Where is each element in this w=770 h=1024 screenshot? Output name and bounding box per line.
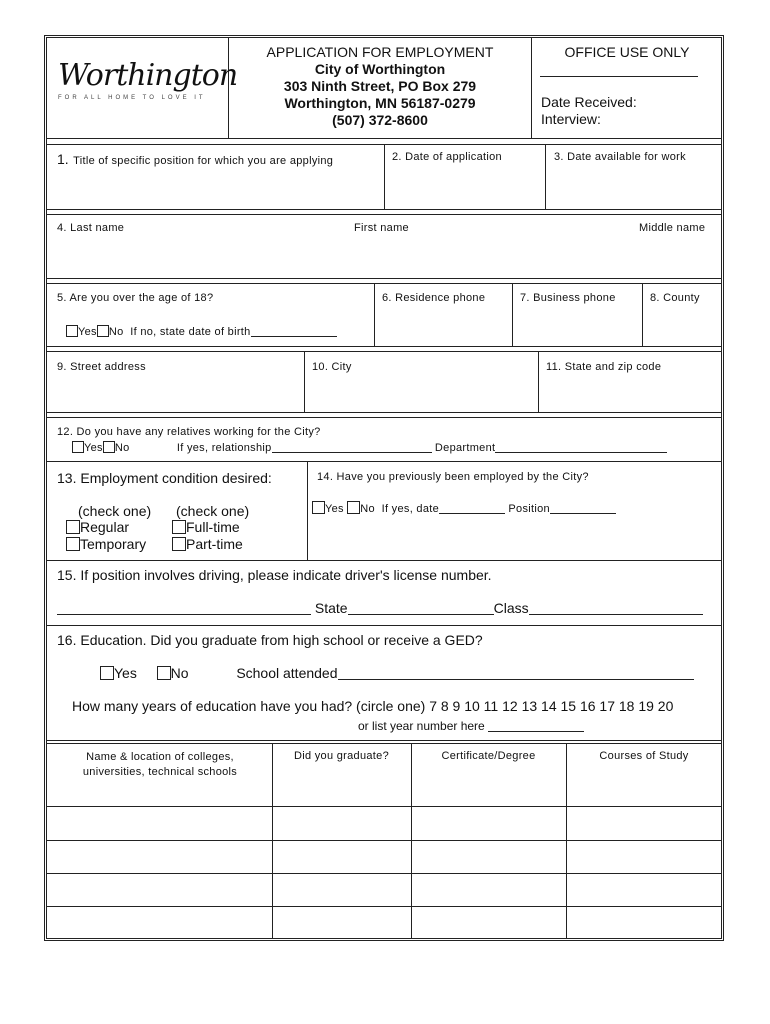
previous-yes-checkbox[interactable] <box>312 501 325 514</box>
relatives-no-checkbox[interactable] <box>103 441 115 453</box>
relatives-answer-row <box>72 440 667 454</box>
position-title-field[interactable] <box>50 170 380 206</box>
table-header-courses: Courses of Study <box>599 750 689 762</box>
education-answer-row: Yes No School attended <box>100 665 694 681</box>
county-field[interactable] <box>646 308 718 344</box>
dob-label: If no, state date of birth <box>130 326 251 338</box>
relationship-field[interactable] <box>272 440 432 453</box>
org-address2: Worthington, MN 56187-0279 <box>284 95 476 111</box>
age-yes-checkbox[interactable] <box>66 325 78 337</box>
interview-label: Interview: <box>541 111 601 127</box>
license-number-field[interactable] <box>57 600 311 615</box>
license-question: 15. If position involves driving, please indicate driver's license number. <box>57 567 492 583</box>
education-no-checkbox[interactable] <box>157 666 171 680</box>
temporary-option: Temporary <box>66 536 146 552</box>
age-yes-label: Yes <box>78 326 97 338</box>
date-received-label: Date Received: <box>541 94 637 110</box>
table-header-college: Name & location of colleges, universities, technical schools <box>82 751 238 778</box>
license-state-field[interactable] <box>348 600 494 615</box>
age-no-label: No <box>108 326 124 338</box>
list-year-row: or list year number here <box>358 719 584 733</box>
logo-tagline: FOR ALL HOME TO LOVE IT <box>58 95 206 101</box>
city-logo <box>58 58 238 118</box>
check-one-label-a: (check one) <box>78 503 152 519</box>
business-phone-label: 7. Business phone <box>520 292 616 304</box>
org-name: City of Worthington <box>314 61 446 77</box>
relatives-question: 12. Do you have any relatives working for the City? <box>57 426 321 438</box>
date-of-application-field[interactable] <box>388 170 540 206</box>
previous-date-field[interactable] <box>439 501 505 514</box>
previous-employment-question: 14. Have you previously been employed by the City? <box>317 471 589 483</box>
header-title-block <box>230 44 530 128</box>
relatives-yes-checkbox[interactable] <box>72 441 84 453</box>
table-row[interactable] <box>47 807 721 839</box>
temporary-checkbox[interactable] <box>66 537 80 551</box>
residence-phone-field[interactable] <box>378 308 508 344</box>
previous-no-checkbox[interactable] <box>347 501 360 514</box>
date-of-application-label: 2. Date of application <box>392 151 502 163</box>
years-education-question: How many years of education have you had? (circle one) 7 8 9 10 11 12 13 14 15 16 17 18 19 20 <box>72 698 674 714</box>
fulltime-checkbox[interactable] <box>172 520 186 534</box>
age-no-checkbox[interactable] <box>97 325 109 337</box>
logo-text: Worthington <box>58 58 238 93</box>
list-year-field[interactable] <box>488 719 584 732</box>
position-title-label: 1. Title of specific position for which you are applying <box>57 151 334 167</box>
parttime-checkbox[interactable] <box>172 537 186 551</box>
state-zip-label: 11. State and zip code <box>546 361 662 373</box>
office-use-label: OFFICE USE ONLY <box>564 44 690 60</box>
state-zip-field[interactable] <box>542 378 718 410</box>
relationship-label: If yes, relationship <box>176 442 272 454</box>
city-label: 10. City <box>312 361 352 373</box>
name-field[interactable] <box>50 240 718 274</box>
table-row[interactable] <box>47 907 721 938</box>
table-row[interactable] <box>47 841 721 872</box>
previous-position-field[interactable] <box>550 501 616 514</box>
regular-option: Regular <box>66 519 129 535</box>
table-header-certificate: Certificate/Degree <box>441 750 536 762</box>
office-use-line[interactable] <box>540 76 698 77</box>
city-field[interactable] <box>308 378 534 410</box>
education-yes-checkbox[interactable] <box>100 666 114 680</box>
last-name-label: 4. Last name <box>57 222 125 234</box>
middle-name-label: Middle name <box>639 222 706 234</box>
fulltime-option: Full-time <box>172 519 240 535</box>
date-available-label: 3. Date available for work <box>554 151 686 163</box>
org-phone: (507) 372-8600 <box>332 112 428 128</box>
org-address1: 303 Ninth Street, PO Box 279 <box>283 78 477 94</box>
check-one-label-b: (check one) <box>176 503 250 519</box>
previous-employment-answer-row: Yes No If yes, date Position <box>312 501 616 515</box>
county-label: 8. County <box>650 292 700 304</box>
business-phone-field[interactable] <box>516 308 638 344</box>
relatives-no-label: No <box>114 442 130 454</box>
street-address-label: 9. Street address <box>57 361 146 373</box>
school-attended-field[interactable] <box>338 665 694 680</box>
age-question: 5. Are you over the age of 18? <box>57 292 214 304</box>
street-address-field[interactable] <box>50 378 300 410</box>
relatives-yes-label: Yes <box>84 442 103 454</box>
education-question: 16. Education. Did you graduate from high school or receive a GED? <box>57 632 483 648</box>
parttime-option: Part-time <box>172 536 243 552</box>
table-header-graduate: Did you graduate? <box>294 750 389 762</box>
license-class-field[interactable] <box>529 600 703 615</box>
regular-checkbox[interactable] <box>66 520 80 534</box>
table-row[interactable] <box>47 874 721 905</box>
dob-field[interactable] <box>251 324 337 337</box>
first-name-label: First name <box>354 222 409 234</box>
employment-condition-label: 13. Employment condition desired: <box>57 470 272 486</box>
license-row: State Class <box>57 600 703 616</box>
age-answer-row <box>66 324 337 338</box>
residence-phone-label: 6. Residence phone <box>382 292 486 304</box>
department-label: Department <box>434 442 496 454</box>
page-title: APPLICATION FOR EMPLOYMENT <box>266 44 494 60</box>
department-field[interactable] <box>495 440 667 453</box>
date-available-field[interactable] <box>549 170 719 206</box>
